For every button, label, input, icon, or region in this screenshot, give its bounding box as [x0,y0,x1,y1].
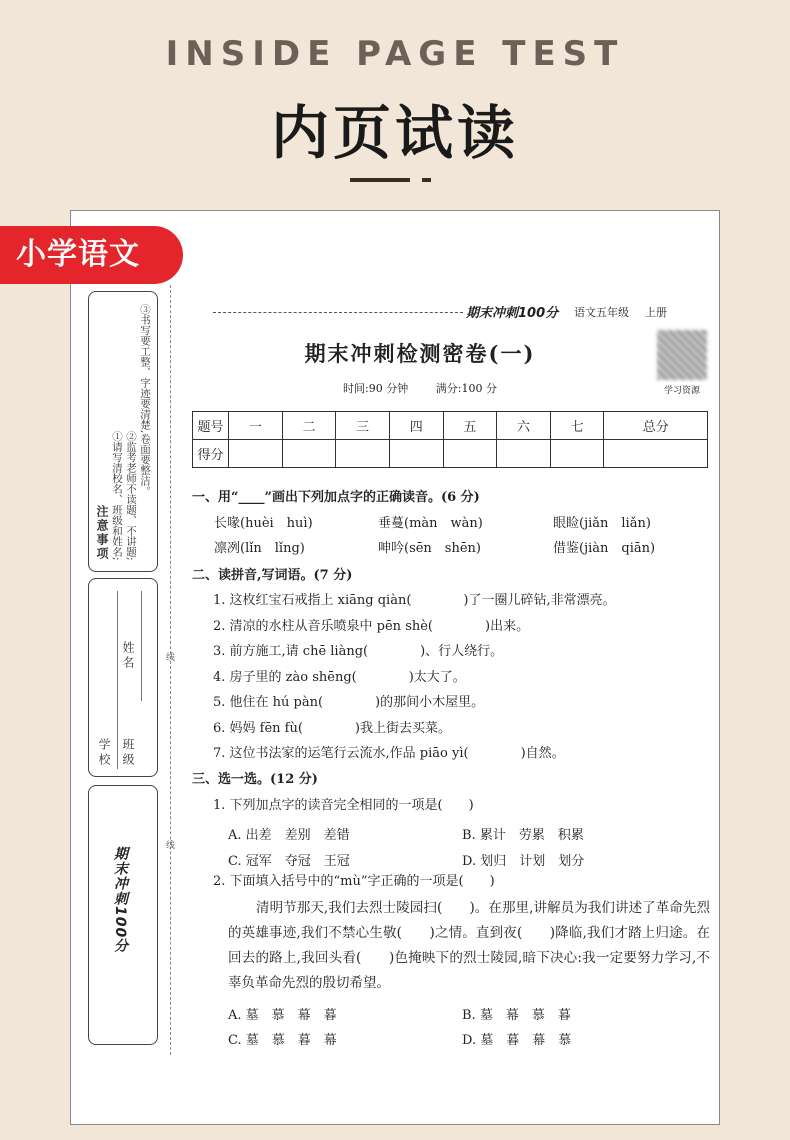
score-header-cell: 六 [497,412,551,440]
score-cell[interactable] [282,440,336,468]
brand-box [88,785,158,1045]
score-header-cell: 五 [443,412,497,440]
score-row-label: 得分 [193,440,229,468]
score-cell[interactable] [229,440,283,468]
notes-line-1: ①请写清校名、班级和姓名; [111,431,123,561]
score-header-cell: 七 [550,412,604,440]
exam-title: 期末冲刺检测密卷(一) [304,341,536,366]
binding-mark-1: 线 [164,652,174,661]
subject-badge: 小学语文 [0,226,183,284]
s2-item: 2. 清凉的水柱从音乐喷泉中 pēn shè( )出来。 [213,619,530,634]
s3-q2-option-c[interactable]: C. 墓 慕 暮 幕 [228,1033,337,1048]
s3-q1-option-b[interactable]: B. 累计 劳累 积累 [462,828,584,843]
school-label: 学校 [97,738,111,768]
score-table [192,411,708,468]
s3-q1: 1. 下列加点字的读音完全相同的一项是( ) [213,798,474,813]
score-header-cell: 四 [389,412,443,440]
banner-chinese-title: 内页试读 [270,99,519,167]
s3-q2-option-d[interactable]: D. 墓 暮 幕 慕 [462,1033,572,1048]
student-info-box [88,578,158,777]
s1-item: 呻吟(sēn shēn) [378,541,481,556]
school-class-line [117,591,118,769]
notes-line-2: ②监考老师不读题、不讲题; [125,431,137,561]
exam-meta [190,380,650,396]
notes-label: 注意事项 [95,505,109,561]
s2-item: 1. 这枚红宝石戒指上 xiāng qiàn( )了一圈儿碎钻,非常漂亮。 [213,593,616,608]
s3-q2: 2. 下面填入括号中的“mù”字正确的一项是( ) [213,874,495,889]
binding-mark-2: 线 [164,840,174,849]
score-header-cell: 题号 [193,412,229,440]
notes-box [88,291,158,572]
s1-item: 借鉴(jiàn qiān) [553,541,656,556]
exam-time: 时间:90 分钟 [343,382,409,395]
header-grade: 语文五年级 [574,306,629,319]
exam-full-score: 满分:100 分 [435,382,497,395]
s3-q1-option-d[interactable]: D. 划归 计划 划分 [462,854,585,869]
header-brand: 期末冲刺100分 [466,306,559,321]
score-cell[interactable] [497,440,551,468]
header-dash [213,312,463,313]
s1-item: 眼睑(jiǎn liǎn) [553,516,651,531]
name-line [141,591,142,701]
score-cell[interactable] [336,440,390,468]
s3-q2-option-a[interactable]: A. 墓 慕 幕 暮 [228,1008,337,1023]
s2-item: 5. 他住在 hú pàn( )的那间小木屋里。 [213,695,485,710]
s3-q1-option-c[interactable]: C. 冠军 夺冠 王冠 [228,854,350,869]
s2-item: 7. 这位书法家的运笔行云流水,作品 piāo yì( )自然。 [213,746,565,761]
score-cell[interactable] [604,440,708,468]
s2-item: 4. 房子里的 zào shēng( )太大了。 [213,670,466,685]
section-3-title: 三、选一选。(12 分) [192,772,318,787]
qr-label: 学习资源 [663,386,700,396]
score-header-cell: 一 [229,412,283,440]
score-header-cell: 二 [282,412,336,440]
binding-line [170,285,171,1055]
score-cell[interactable] [550,440,604,468]
notes-line-3: ③书写要工整、字迹要清楚,卷面要整洁。 [139,304,151,497]
section-2-title: 二、读拼音,写词语。(7 分) [192,568,353,583]
name-label: 姓名 [121,641,135,671]
banner-english-title: INSIDE PAGE TEST [165,34,625,74]
s3-q2-option-b[interactable]: B. 墓 幕 慕 暮 [462,1008,571,1023]
s1-item: 凛冽(lǐn lǐng) [214,541,305,556]
s1-item: 垂蔓(màn wàn) [378,516,483,531]
score-cell[interactable] [389,440,443,468]
s2-item: 3. 前方施工,请 chē liàng( )、行人绕行。 [213,644,504,659]
brand-label: 期末冲刺100分 [112,846,128,954]
qr-code-icon[interactable] [657,330,707,380]
score-header-cell: 三 [336,412,390,440]
s3-q1-option-a[interactable]: A. 出差 差别 差错 [228,828,350,843]
header-volume: 上册 [645,306,667,319]
s1-item: 长喙(huèi huì) [214,516,313,531]
score-cell[interactable] [443,440,497,468]
score-header-cell: 总分 [604,412,708,440]
section-1-title: 一、用“____”画出下列加点字的正确读音。(6 分) [192,490,480,505]
s3-q2-passage: 清明节那天,我们去烈士陵园扫( )。在那里,讲解员为我们讲述了革命先烈的英雄事迹,我们不禁心生敬( )之情。直到夜( )降临,我们才踏上归途。在回去的路上,我回头看( )色掩映下的烈士陵园,暗下决心:我一定要努力学习,不辜负革命先烈的殷切希望。 [228,900,710,991]
s2-item: 6. 妈妈 fēn fù( )我上街去买菜。 [213,721,452,736]
class-label: 班级 [121,738,135,768]
